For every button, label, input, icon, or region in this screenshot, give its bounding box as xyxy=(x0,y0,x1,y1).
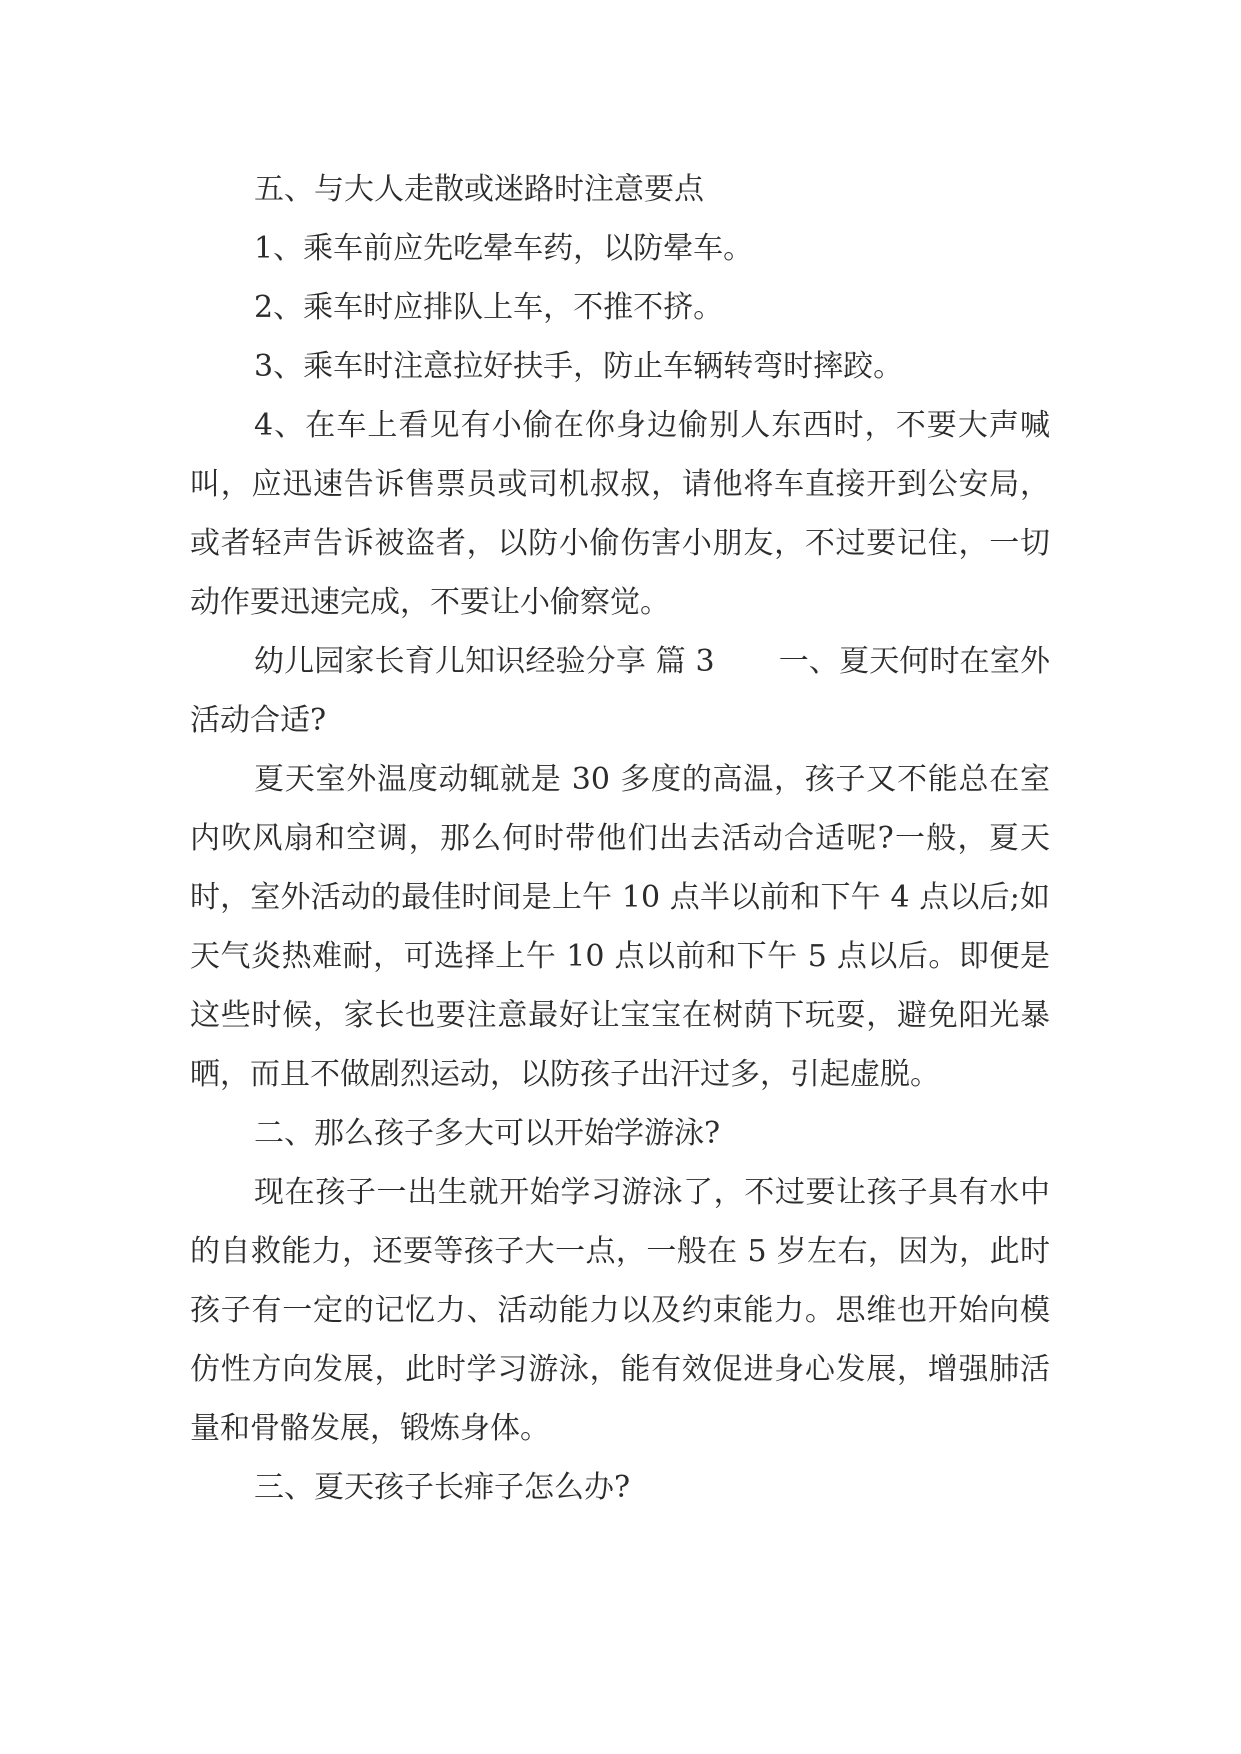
question-heading: 一、夏天何时在室外活动合适? xyxy=(190,644,1050,738)
list-item: 2、乘车时应排队上车，不推不挤。 xyxy=(254,290,724,325)
list-item: 1、乘车前应先吃晕车药，以防晕车。 xyxy=(254,231,754,266)
list-item: 3、乘车时注意拉好扶手，防止车辆转弯时摔跤。 xyxy=(254,349,904,384)
document-body xyxy=(190,160,1050,1517)
section-heading: 五、与大人走散或迷路时注意要点 xyxy=(254,172,704,207)
answer-paragraph: 现在孩子一出生就开始学习游泳了，不过要让孩子具有水中的自救能力，还要等孩子大一点，一般在 5 岁左右，因为，此时孩子有一定的记忆力、活动能力以及约束能力。思维也开始向模仿性方向发展，此时学习游泳，能有效促进身心发展，增强肺活量和骨骼发展，锻炼身体。 xyxy=(190,1175,1050,1446)
question-heading: 三、夏天孩子长痱子怎么办? xyxy=(254,1470,631,1505)
article-title: 幼儿园家长育儿知识经验分享 篇 3 xyxy=(254,644,715,679)
question-heading: 二、那么孩子多大可以开始学游泳? xyxy=(254,1116,721,1151)
answer-paragraph: 夏天室外温度动辄就是 30 多度的高温，孩子又不能总在室内吹风扇和空调，那么何时带他们出去活动合适呢?一般，夏天时，室外活动的最佳时间是上午 10 点半以前和下午 4 点以后;如天气炎热难耐，可选择上午 10 点以前和下午 5 点以后。即便是这些时候，家长也要注意最好让宝宝在树荫下玩耍，避免阳光暴晒，而且不做剧烈运动，以防孩子出汗过多，引起虚脱。 xyxy=(190,762,1050,1092)
list-item: 4、在车上看见有小偷在你身边偷别人东西时，不要大声喊叫，应迅速告诉售票员或司机叔叔，请他将车直接开到公安局，或者轻声告诉被盗者，以防小偷伤害小朋友，不过要记住，一切动作要迅速完成，不要让小偷察觉。 xyxy=(190,408,1050,620)
article-heading xyxy=(190,632,1050,750)
